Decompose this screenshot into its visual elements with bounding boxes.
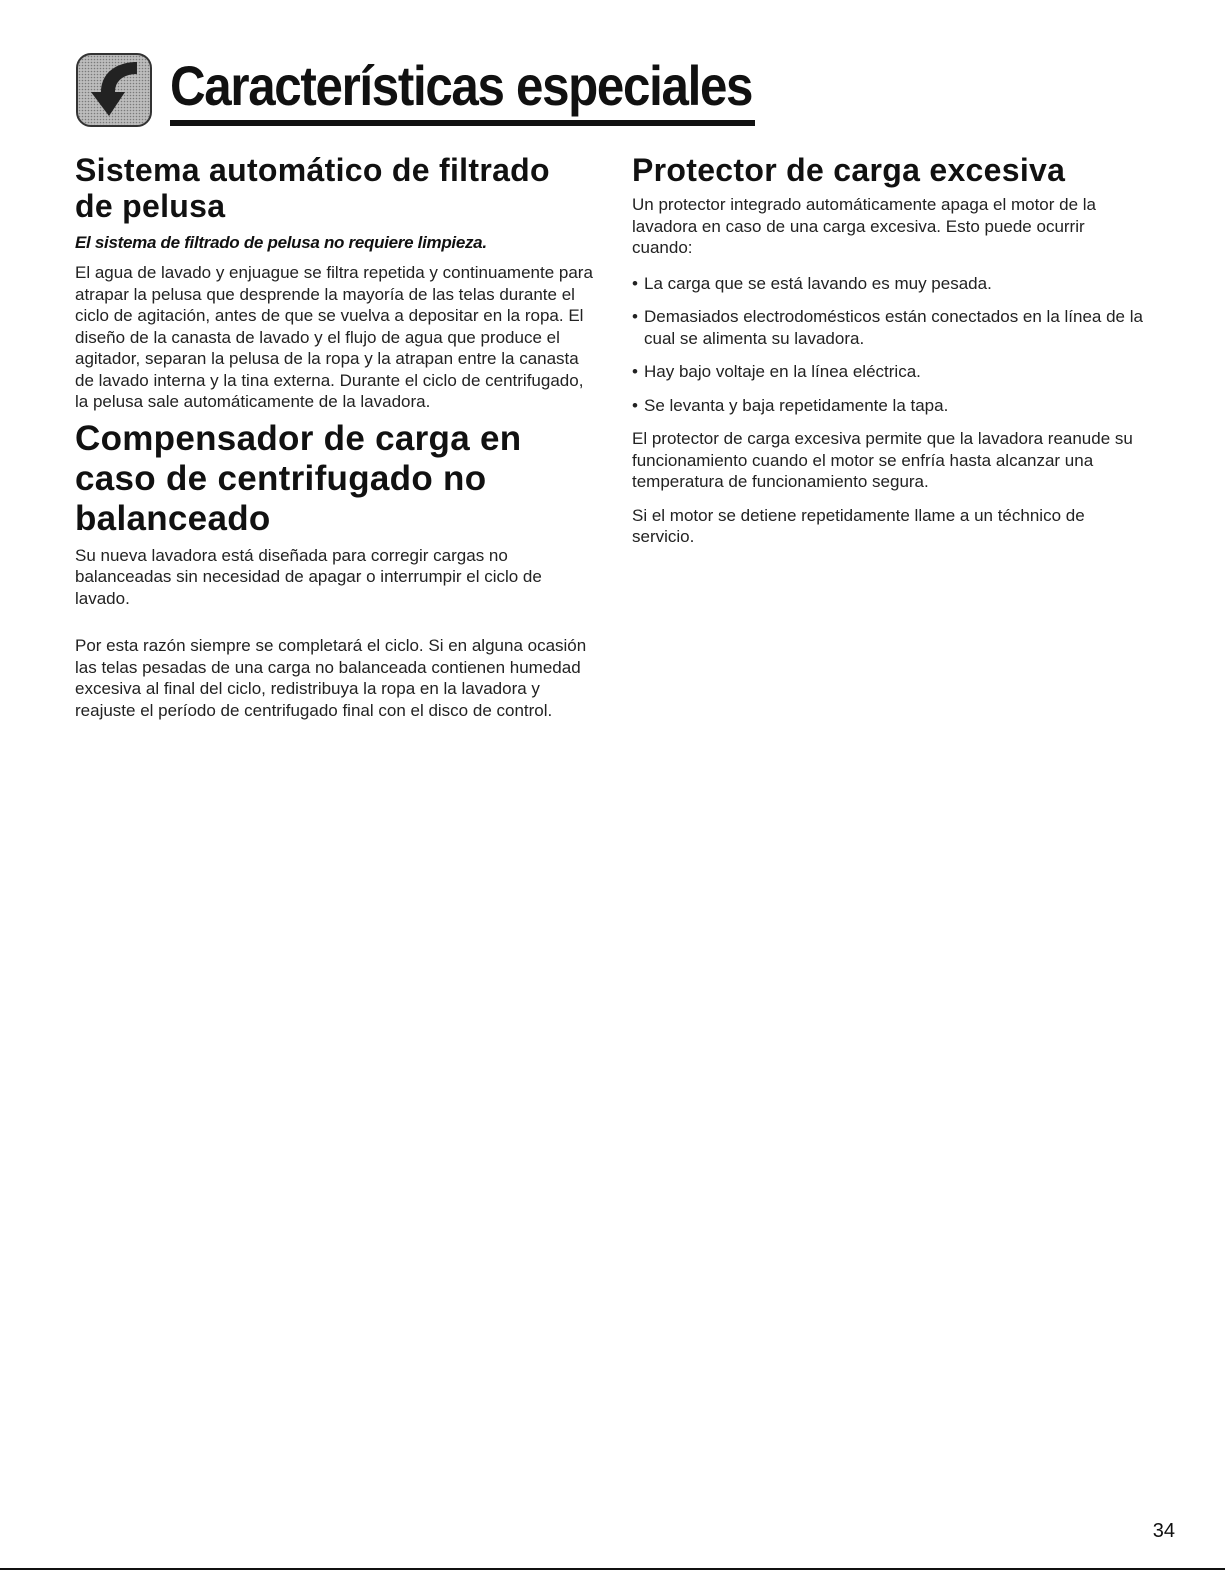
- section-heading-lint-filter: Sistema automático de filtrado de pelusa: [75, 152, 550, 224]
- section-heading-overload-protector: Protector de carga excesiva: [632, 152, 1066, 188]
- overload-causes-list: [632, 273, 1147, 417]
- list-item: • Hay bajo voltaje en la línea eléctrica.: [632, 361, 1147, 383]
- unbalanced-load-body-1: Su nueva lavadora está diseñada para corregir cargas no balanceadas sin necesidad de apagar o interrumpir el ciclo de lavado.: [75, 545, 542, 608]
- page-number: 34: [1152, 1520, 1175, 1542]
- overload-body-2: Si el motor se detiene repetidamente llame a un téchnico de servicio.: [632, 505, 1085, 546]
- left-column: [75, 152, 595, 721]
- right-column: [632, 152, 1147, 548]
- section-subtitle-lint-filter: El sistema de filtrado de pelusa no requiere limpieza.: [75, 233, 487, 252]
- page-header: [75, 52, 755, 132]
- title-underline: [170, 120, 755, 126]
- arrow-badge-icon: [75, 52, 153, 128]
- list-item: • La carga que se está lavando es muy pesada.: [632, 273, 1147, 295]
- list-item: • Se levanta y baja repetidamente la tapa.: [632, 395, 1147, 417]
- unbalanced-load-body-2: Por esta razón siempre se completará el ciclo. Si en alguna ocasión las telas pesadas de una carga no balanceada contienen humedad excesiva al final del ciclo, redistribuya la ropa en la lavadora y reajuste el período de centrifugado final con el disco de control.: [75, 636, 587, 720]
- overload-intro: Un protector integrado automáticamente apaga el motor de la lavadora en caso de una carga excesiva. Esto puede ocurrir cuando:: [632, 195, 1096, 257]
- overload-body-1: El protector de carga excesiva permite que la lavadora reanude su funcionamiento cuando el motor se enfría hasta alcanzar una temperatura de funcionamiento segura.: [632, 429, 1133, 491]
- page-title: Características especiales: [170, 54, 753, 117]
- lint-filter-body: El agua de lavado y enjuague se filtra repetida y continuamente para atrapar la pelusa que desprende la mayoría de las telas durante el ciclo de agitación, antes de que se vuelva a depositar en la ropa. El diseño de la canasta de lavado y el flujo de agua que produce el agitador, separan la pelusa de la ropa y la atrapan entre la canasta de lavado interna y la tina externa. Durante el ciclo de centrifugado, la pelusa sale automáticamente de la lavadora.: [75, 263, 593, 411]
- bottom-divider: [0, 1568, 1225, 1570]
- list-item: • Demasiados electrodomésticos están conectados en la línea de la cual se alimenta su lavadora.: [632, 306, 1147, 349]
- section-heading-unbalanced-load: Compensador de carga en caso de centrifugado no balanceado: [75, 418, 522, 538]
